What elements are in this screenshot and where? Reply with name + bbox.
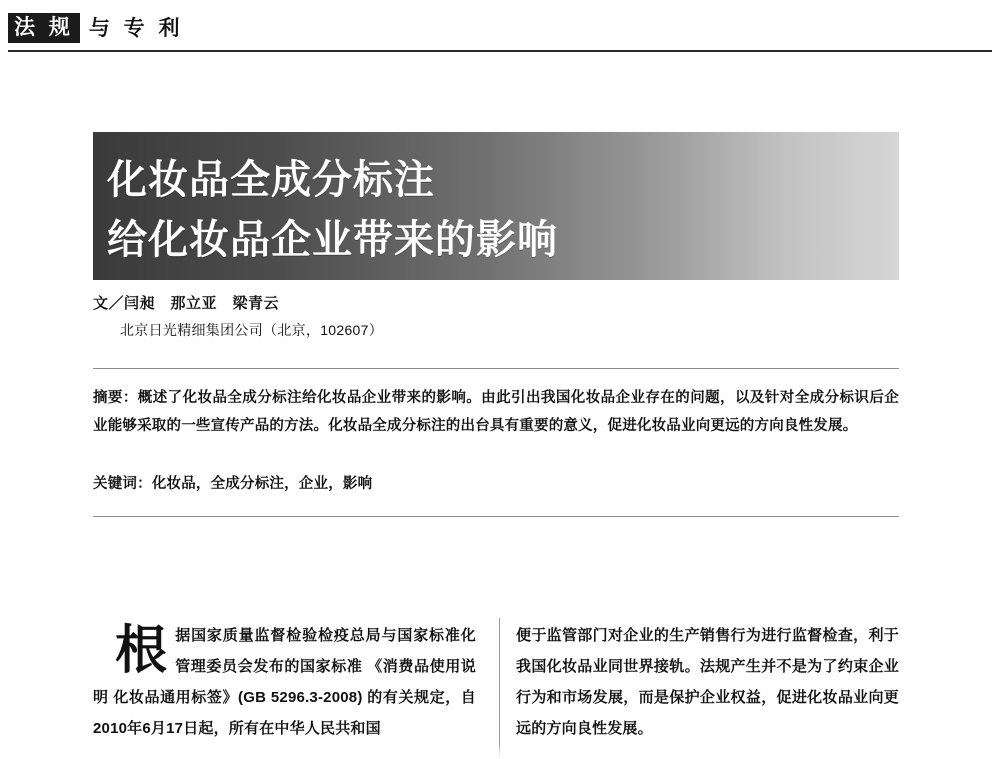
byline <box>93 292 279 313</box>
body-text-left: 据国家质量监督检验检疫总局与国家标准化管理委员会发布的国家标准 《消费品使用说明 化妆品通用标签》(GB 5296.3-2008) 的有关规定，自2010年6月17日起，所有在中华人民共和国 <box>93 627 476 737</box>
body-column-right <box>516 620 899 744</box>
keywords-text: 化妆品，全成分标注，企业，影响 <box>151 476 373 492</box>
body-column-left <box>93 620 476 744</box>
column-divider <box>499 618 500 759</box>
running-head-plain: 与 专 利 <box>88 16 184 40</box>
page-bottom-fade <box>0 744 1000 759</box>
keywords-label: 关键词： <box>93 476 152 492</box>
abstract-block <box>93 384 899 440</box>
running-head-highlight: 法 规 <box>8 13 80 43</box>
keywords-block <box>93 472 899 493</box>
abstract-bottom-divider <box>93 516 899 517</box>
running-head <box>8 12 184 44</box>
article-title-banner <box>93 132 899 280</box>
abstract-label: 摘要： <box>93 390 138 406</box>
abstract-text: 概述了化妆品全成分标注给化妆品企业带来的影响。由此引出我国化妆品企业存在的问题，以及针对全成分标识后企业能够采取的一些宣传产品的方法。化妆品全成分标注的出台具有重要的意义，促进化妆品业向更远的方向良性发展。 <box>93 390 899 434</box>
page-title-line2: 给化妆品企业带来的影响 <box>107 218 558 262</box>
abstract-top-divider <box>93 368 899 369</box>
byline-prefix: 文／ <box>93 295 125 312</box>
author-affiliation: 北京日光精细集团公司（北京，102607） <box>120 322 384 338</box>
drop-cap: 根 <box>115 621 168 681</box>
header-divider <box>8 50 992 52</box>
page-title-line1: 化妆品全成分标注 <box>107 158 435 202</box>
byline-authors: 闫昶 那立亚 梁青云 <box>124 295 280 312</box>
body-text-right: 便于监管部门对企业的生产销售行为进行监督检查，利于我国化妆品业同世界接轨。法规产生并不是为了约束企业行为和市场发展，而是保护企业权益，促进化妆品业向更远的方向良性发展。 <box>516 627 899 737</box>
